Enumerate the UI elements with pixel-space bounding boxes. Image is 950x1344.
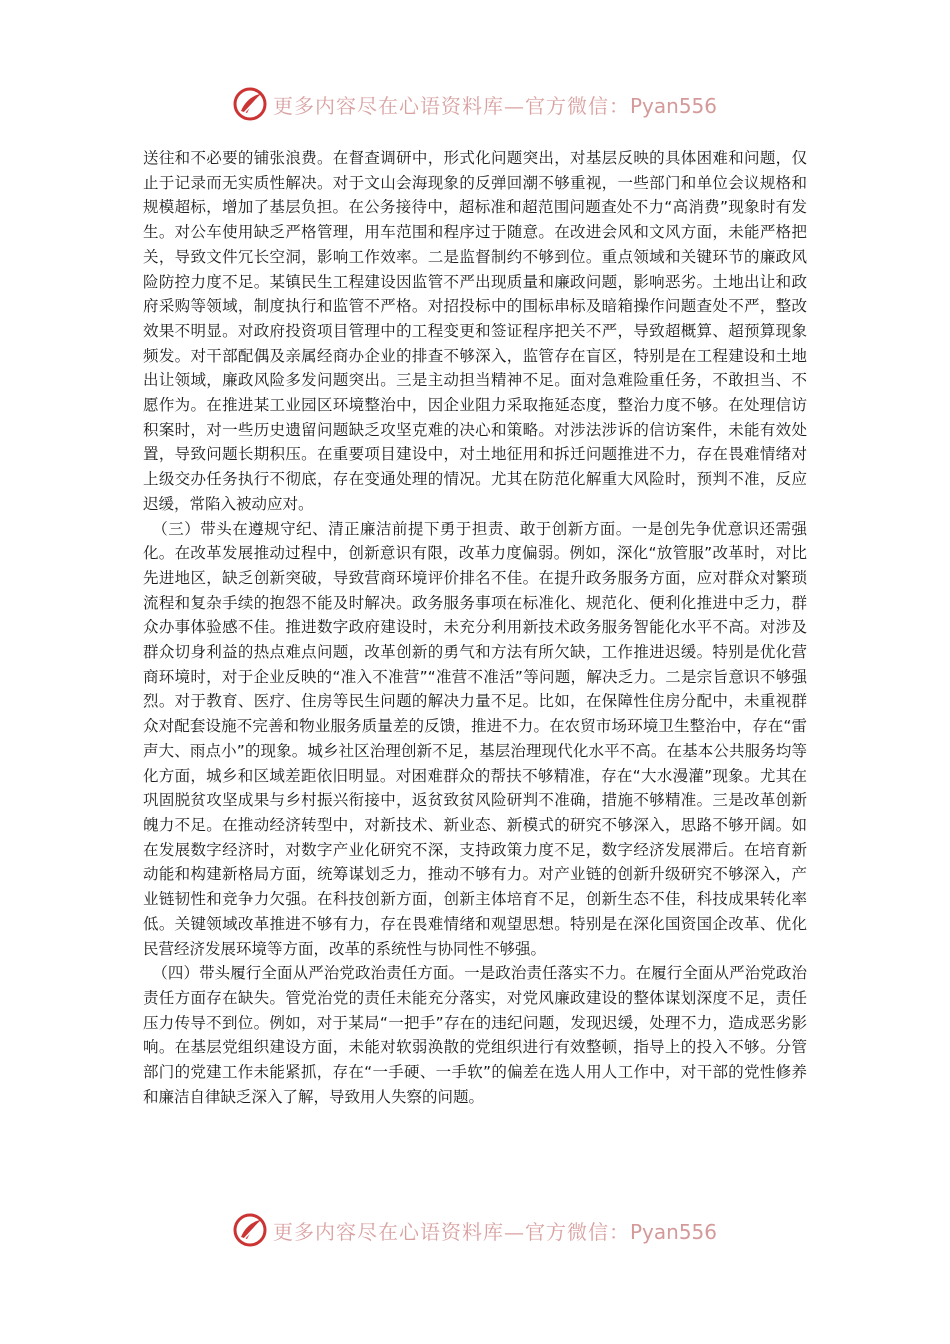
paragraph-section-four: （四）带头履行全面从严治党政治责任方面。一是政治责任落实不力。在履行全面从严治党政治责任方面存在缺失。管党治党的责任未能充分落实，对党风廉政建设的整体谋划深度不足，责任压力传导不到位。例如，对于某局“一把手”存在的违纪问题，发现迟缓，处理不力，造成恶劣影响。在基层党组织建设方面，未能对软弱涣散的党组织进行有效整顿，指导上的投入不够。分管部门的党建工作未能紧抓，存在“一手硬、一手软”的偏差在选人用人工作中，对干部的党性修养和廉洁自律缺乏深入了解，导致用人失察的问题。 [143,964,807,1106]
footer-banner [0,1210,950,1250]
header-banner-text [273,90,717,119]
footer-banner-text [273,1216,717,1245]
paragraph-continuation: 送往和不必要的铺张浪费。在督查调研中，形式化问题突出，对基层反映的具体困难和问题，仅止于记录而无实质性解决。对于文山会海现象的反弹回潮不够重视，一些部门和单位会议规格和规模超标，增加了基层负担。在公务接待中，超标准和超范围问题查处不力“高消费”现象时有发生。对公车使用缺乏严格管理，用车范围和程序过于随意。在改进会风和文风方面，未能严格把关，导致文件冗长空洞，影响工作效率。二是监督制约不够到位。重点领域和关键环节的廉政风险防控力度不足。某镇民生工程建设因监管不严出现质量和廉政问题，影响恶劣。土地出让和政府采购等领域，制度执行和监管不严格。对招投标中的围标串标及暗箱操作问题查处不严，整改效果不明显。对政府投资项目管理中的工程变更和签证程序把关不严，导致超概算、超预算现象频发。对干部配偶及亲属经商办企业的排查不够深入，监管存在盲区，特别是在工程建设和土地出让领域，廉政风险多发问题突出。三是主动担当精神不足。面对急难险重任务，不敢担当、不愿作为。在推进某工业园区环境整治中，因企业阻力采取拖延态度，整治力度不够。在处理信访积案时，对一些历史遗留问题缺乏攻坚克难的决心和策略。对涉法涉诉的信访案件，未能有效处置，导致问题长期积压。在重要项目建设中，对土地征用和拆迁问题推进不力，存在畏难情绪对上级交办任务执行不彻底，存在变通处理的情况。尤其在防范化解重大风险时，预判不准，反应迟缓，常陷入被动应对。 [143,149,807,513]
footer-wechat-id: Pyan556 [629,1219,717,1244]
brand-logo-icon [233,87,267,121]
brand-logo-icon [233,1213,267,1247]
footer-banner-label: 更多内容尽在心语资料库—官方微信： [272,1219,630,1244]
document-body [143,146,807,1109]
paragraph-section-three: （三）带头在遵规守纪、清正廉洁前提下勇于担责、敢于创新方面。一是创先争优意识还需强化。在改革发展推动过程中，创新意识有限，改革力度偏弱。例如，深化“放管服”改革时，对比先进地区，缺乏创新突破，导致营商环境评价排名不佳。在提升政务服务方面，应对群众对繁琐流程和复杂手续的抱怨不能及时解决。政务服务事项在标准化、规范化、便利化推进中乏力，群众办事体验感不佳。推进数字政府建设时，未充分利用新技术政务服务智能化水平不高。对涉及群众切身利益的热点难点问题，改革创新的勇气和方法有所欠缺，工作推进迟缓。特别是优化营商环境时，对于企业反映的“准入不准营”“准营不准活”等问题，解决乏力。二是宗旨意识不够强烈。对于教育、医疗、住房等民生问题的解决力量不足。比如，在保障性住房分配中，未重视群众对配套设施不完善和物业服务质量差的反馈，推进不力。在农贸市场环境卫生整治中，存在“雷声大、雨点小”的现象。城乡社区治理创新不足，基层治理现代化水平不高。在基本公共服务均等化方面，城乡和区域差距依旧明显。对困难群众的帮扶不够精准，存在“大水漫灌”现象。尤其在巩固脱贫攻坚成果与乡村振兴衔接中，返贫致贫风险研判不准确，措施不够精准。三是改革创新魄力不足。在推动经济转型中，对新技术、新业态、新模式的研究不够深入，思路不够开阔。如在发展数字经济时，对数字产业化研究不深，支持政策力度不足，数字经济发展滞后。在培育新动能和构建新格局方面，统筹谋划乏力，推动不够有力。对产业链的创新升级研究不够深入，产业链韧性和竞争力欠强。在科技创新方面，创新主体培育不足，创新生态不佳，科技成果转化率低。关键领域改革推进不够有力，存在畏难情绪和观望思想。特别是在深化国资国企改革、优化民营经济发展环境等方面，改革的系统性与协同性不够强。 [143,519,807,958]
header-wechat-id: Pyan556 [629,93,717,118]
header-banner [0,84,950,124]
header-banner-label: 更多内容尽在心语资料库—官方微信： [272,93,630,118]
